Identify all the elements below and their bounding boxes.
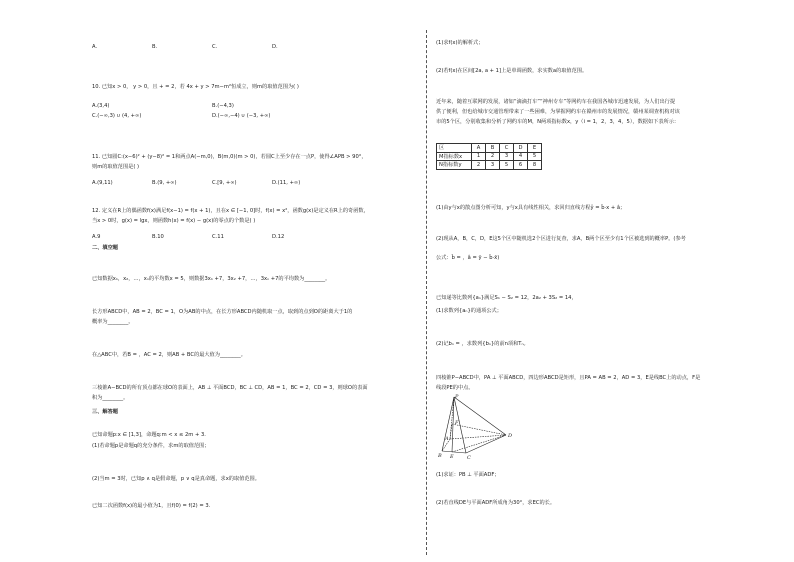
table-cell: C (500, 144, 514, 153)
q9-choice-c: C. (212, 44, 218, 50)
q10-choice-a: A.(3,4) (92, 103, 110, 109)
table-cell: 区 (437, 144, 472, 153)
table-cell: A (472, 144, 486, 153)
q9-choice-b: B. (152, 44, 158, 50)
q10-choice-c: C.(−∞,3) ∪ (4, +∞) (92, 113, 142, 119)
table-cell: 5 (528, 152, 542, 161)
table-cell: 4 (514, 152, 528, 161)
edge-ad (450, 435, 506, 439)
table-cell: 2 (472, 161, 486, 170)
label-e: E (450, 454, 454, 460)
table-header-row (437, 144, 542, 153)
table-cell: B (486, 144, 500, 153)
q19-part-2: (2)现从A，B，C，D，E这5个区中随机选2个区进行复查，求A，B两个区至少有1个区被选到的概率P。(参考 (436, 236, 686, 242)
table-cell: N指标数y (437, 161, 472, 170)
q14-stem-1: 长方形ABCD中，AB = 2，BC = 1，O为AB的中点，在长方形ABCD内随机取一点，取到的点到O的距离大于1的 (92, 309, 353, 315)
table-row (437, 152, 542, 161)
q18-part-2: (2)若f(x)在区间[2a, a + 1]上是单调函数，求实数a的取值范围。 (436, 68, 588, 74)
q17-part-2: (2)当m = 3时，已知p ∧ q是假命题，p ∨ q是真命题，求x的取值范围。 (92, 476, 260, 482)
q11-stem-1: 11. 已知圆C:(x−6)² + (y−8)² = 1和两点A(−m,0)，B(m,0)(m > 0)，若圆C上至少存在一点P，使得∠APB > 90°， (92, 154, 367, 160)
q20-part-2: (2)记bₙ = ，求数列{bₙ}的前n项和Tₙ。 (436, 341, 529, 347)
q12-choice-d: D.12 (272, 234, 285, 240)
q11-choice-d: D.(11, +∞) (272, 180, 301, 186)
q19-data-table (436, 143, 542, 170)
segment-ed (452, 435, 506, 452)
label-p: P (455, 394, 459, 400)
table-cell: 3 (500, 152, 514, 161)
label-f: F (455, 420, 459, 426)
column-divider (426, 30, 427, 555)
q16-stem-1: 三棱锥A−BCD的所有顶点都在球O的表面上，AB ⊥ 平面BCD，BC ⊥ CD，AB = 1，BC = 2，CD = 3，则球O的表面 (92, 385, 368, 391)
section-solution-title: 三、解答题 (92, 409, 118, 415)
label-c: C (467, 455, 471, 461)
edge-cd (466, 435, 506, 453)
q20-stem: 已知递等比数列{aₙ}满足S₁ − S₂ = 12，2a₂ + 3S₂ = 14， (436, 295, 577, 301)
segment-fd (452, 424, 506, 435)
label-a: A (445, 436, 449, 442)
q19-formula: 公式：b̂ = ，â = ȳ − b̂·x̄) (436, 255, 500, 261)
table-cell: D (514, 144, 528, 153)
q19-stem-1: 近年来，随着互联网的发展，诸如“滴滴打车”“神州专车”等网约车在我国各城市迅速发展，为人们出行提 (436, 99, 676, 105)
right-column (436, 0, 776, 562)
q10-choice-b: B.(−4,3) (212, 103, 234, 109)
table-cell: 1 (472, 152, 486, 161)
q10-choice-d: D.(−∞,−4) ∪ (−3, +∞) (212, 113, 271, 119)
q13-stem: 已知数据x₁，x₂，…，xₙ的平均数x = 5，则数据3x₁ +7，3x₂ +7，…，3xₙ +7的平均数为________。 (92, 276, 331, 282)
table-cell: 2 (486, 152, 500, 161)
q20-part-1: (1)求数列{aₙ}的通项公式； (436, 308, 502, 314)
q19-stem-3: 市的5个区，分别收集和分析了网约车的M，N两项指标数x，y（i = 1，2，3，4，5），数据如下表所示： (436, 119, 680, 125)
q18-part-1: (1)求f(x)的解析式； (436, 40, 484, 46)
q17-part-1: (1)若命题p是命题q的充分条件，求m的取值范围； (92, 443, 210, 449)
segment-af (450, 424, 452, 439)
q19-part-1: (1)由y与x的散点图分析可知，y与x具有线性相关，求回归直线方程ŷ = b̂·x + â； (436, 205, 626, 211)
q17-stem: 已知命题p:x ∈ [1,3]，命题q:m < x ≤ 2m + 3. (92, 432, 206, 438)
q21-part-1: (1)求证：PB ⊥ 平面ADF； (436, 472, 500, 478)
q14-stem-2: 概率为________。 (92, 319, 134, 325)
table-row (437, 161, 542, 170)
table-cell: 3 (486, 161, 500, 170)
q12-stem-2: 当x > 0时，g(x) = lgx，则函数h(x) = f(x) − g(x)的零点的个数是( ) (92, 218, 256, 224)
label-d: D (508, 433, 513, 439)
table-cell: 6 (514, 161, 528, 170)
q21-stem-1: 四棱锥P−ABCD中，PA ⊥ 平面ABCD，四边形ABCD是矩形，且PA = AB = 2，AD = 3，E是线BC上的动点，F是 (436, 375, 701, 381)
table-cell: 8 (528, 161, 542, 170)
q11-choice-b: B.(9, +∞) (152, 180, 177, 186)
section-fill-in-title: 二、填空题 (92, 245, 118, 251)
q12-stem-1: 12. 定义在R上的偶函数f(x)满足f(x−1) = f(x + 1)，且在x ∈ [−1, 0]时，f(x) = x²，函数g(x)是定义在R上的奇函数， (92, 208, 369, 214)
q11-choice-a: A.(9,11) (92, 180, 113, 186)
q21-part-2: (2)若直线DE与平面ADF所成角为30°，求EC的长。 (436, 500, 556, 506)
q11-stem-2: 则m的取值范围是( ) (92, 164, 140, 170)
table-cell: E (528, 144, 542, 153)
q10-stem: 10. 已知x > 0， y > 0，且 + = 2，若 4x + y > 7m−m²恒成立，则m的取值范围为( ) (92, 84, 299, 90)
q21-stem-2: 线段PE的中点。 (436, 385, 474, 391)
edge-bc (442, 451, 466, 453)
q9-choice-d: D. (272, 44, 278, 50)
pyramid-figure (438, 393, 518, 463)
q15-stem: 在△ABC中，若B = ，AC = 2，则AB + BC的最大值为________。 (92, 352, 246, 358)
left-column (86, 0, 416, 562)
q18-stem: 已知二次函数f(x)的最小值为1，且f(0) = f(2) = 3. (92, 503, 211, 509)
q9-choice-a: A. (92, 44, 98, 50)
q11-choice-c: C.[9, +∞) (212, 180, 237, 186)
edge-pd (454, 397, 506, 435)
q12-choice-c: C.11 (212, 234, 224, 240)
q16-stem-2: 积为________。 (92, 395, 129, 401)
q12-choice-b: B.10 (152, 234, 164, 240)
q19-stem-2: 供了便利，但也给城市交通管理带来了一些困难，为掌握网约车在赣州市的发展情况，赣州某调查机构对该 (436, 109, 680, 115)
table-cell: M指标数x (437, 152, 472, 161)
q12-choice-a: A.9 (92, 234, 101, 240)
table-cell: 5 (500, 161, 514, 170)
label-b: B (438, 453, 442, 459)
